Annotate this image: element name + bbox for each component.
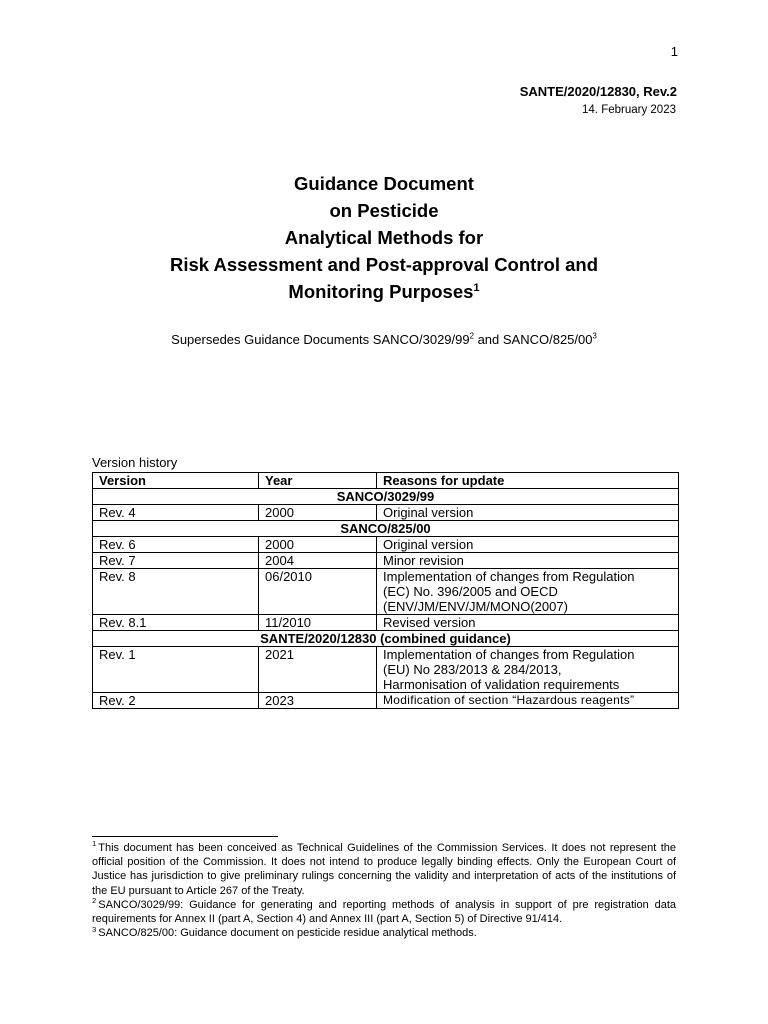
version-rows	[93, 489, 679, 709]
reason-cell	[377, 647, 679, 693]
reason-line: Implementation of changes from Regulation	[383, 647, 635, 662]
document-date: 14. February 2023	[582, 104, 676, 116]
page-number: 1	[670, 44, 678, 59]
footnote-reference: 1	[473, 281, 480, 294]
version-cell: Rev. 6	[93, 537, 259, 553]
version-cell: Rev. 1	[93, 647, 259, 693]
reason-cell: Revised version	[377, 615, 679, 631]
reason-line: Implementation of changes from Regulation	[383, 569, 635, 584]
footnote-divider	[92, 836, 278, 837]
footnote	[92, 926, 676, 940]
table-row	[93, 693, 679, 709]
table-row	[93, 615, 679, 631]
supersedes-text: Supersedes Guidance Documents SANCO/3029/99	[171, 332, 470, 347]
section-title: SANTE/2020/12830 (combined guidance)	[93, 631, 679, 647]
table-row	[93, 569, 679, 615]
supersedes-text: and SANCO/825/00	[473, 332, 593, 347]
footnote-text: SANCO/3029/99: Guidance for generating and reporting methods of analysis in support of pre registration data requirements for Annex II (part A, Section 4) and Annex III (part A, Section 5) of Directive 91/414.	[92, 898, 676, 926]
reason-cell: Minor revision	[377, 553, 679, 569]
footnote-mark: 3	[92, 924, 97, 934]
year-cell: 11/2010	[259, 615, 377, 631]
footnote-mark: 1	[92, 839, 97, 849]
title-line: on Pesticide	[329, 200, 439, 221]
title-line: Analytical Methods for	[284, 227, 484, 248]
reason-line: Harmonisation of validation requirements	[383, 677, 620, 692]
reason-cell: Original version	[377, 537, 679, 553]
footnote-reference: 3	[592, 331, 597, 341]
section-row	[93, 489, 679, 505]
section-title: SANCO/3029/99	[93, 489, 679, 505]
version-history-caption: Version history	[92, 455, 178, 470]
version-cell: Rev. 8	[93, 569, 259, 615]
reason-line: (EC) No. 396/2005 and OECD	[383, 584, 558, 599]
column-header: Version	[93, 473, 259, 489]
version-cell: Rev. 2	[93, 693, 259, 709]
title-line: Risk Assessment and Post-approval Control and	[170, 254, 598, 275]
footnote-text: SANCO/825/00: Guidance document on pesticide residue analytical methods.	[98, 927, 477, 940]
year-cell: 2000	[259, 505, 377, 521]
version-cell: Rev. 7	[93, 553, 259, 569]
reason-line: (EU) No 283/2013 & 284/2013,	[383, 662, 562, 677]
version-history-table	[92, 472, 679, 709]
footnote-reference: 2	[469, 331, 474, 341]
year-cell: 06/2010	[259, 569, 377, 615]
section-row	[93, 631, 679, 647]
footnotes	[92, 841, 676, 940]
title-line-text: Monitoring Purposes	[288, 281, 474, 302]
reason-cell: Original version	[377, 505, 679, 521]
document-reference: SANTE/2020/12830, Rev.2	[519, 84, 677, 99]
supersedes-note	[0, 332, 768, 347]
version-cell: Rev. 8.1	[93, 615, 259, 631]
column-header: Reasons for update	[377, 473, 679, 489]
title-line: Guidance Document	[294, 173, 474, 194]
footnote	[92, 841, 676, 898]
year-cell: 2000	[259, 537, 377, 553]
section-row	[93, 521, 679, 537]
document-title	[0, 170, 768, 305]
year-cell: 2023	[259, 693, 377, 709]
reason-line: (ENV/JM/ENV/JM/MONO(2007)	[383, 599, 568, 614]
title-line	[0, 278, 768, 305]
year-cell: 2004	[259, 553, 377, 569]
footnote-text: This document has been conceived as Technical Guidelines of the Commission Services. It does not represent the official position of the Commission. It does not intend to produce legally binding effects. Only the European Court of Justice has jurisdiction to give preliminary rulings concerning the validity and interpretation of acts of the institutions of the EU pursuant to Article 267 of the Treaty.	[92, 842, 676, 897]
footnote	[92, 898, 676, 926]
year-cell: 2021	[259, 647, 377, 693]
footnote-mark: 2	[92, 896, 97, 906]
table-row	[93, 647, 679, 693]
reason-cell: Modification of section “Hazardous reagents”	[377, 693, 679, 709]
table-row	[93, 537, 679, 553]
table-row	[93, 553, 679, 569]
reason-cell	[377, 569, 679, 615]
column-header: Year	[259, 473, 377, 489]
table-row	[93, 505, 679, 521]
section-title: SANCO/825/00	[93, 521, 679, 537]
table-header-row	[93, 473, 679, 489]
version-cell: Rev. 4	[93, 505, 259, 521]
